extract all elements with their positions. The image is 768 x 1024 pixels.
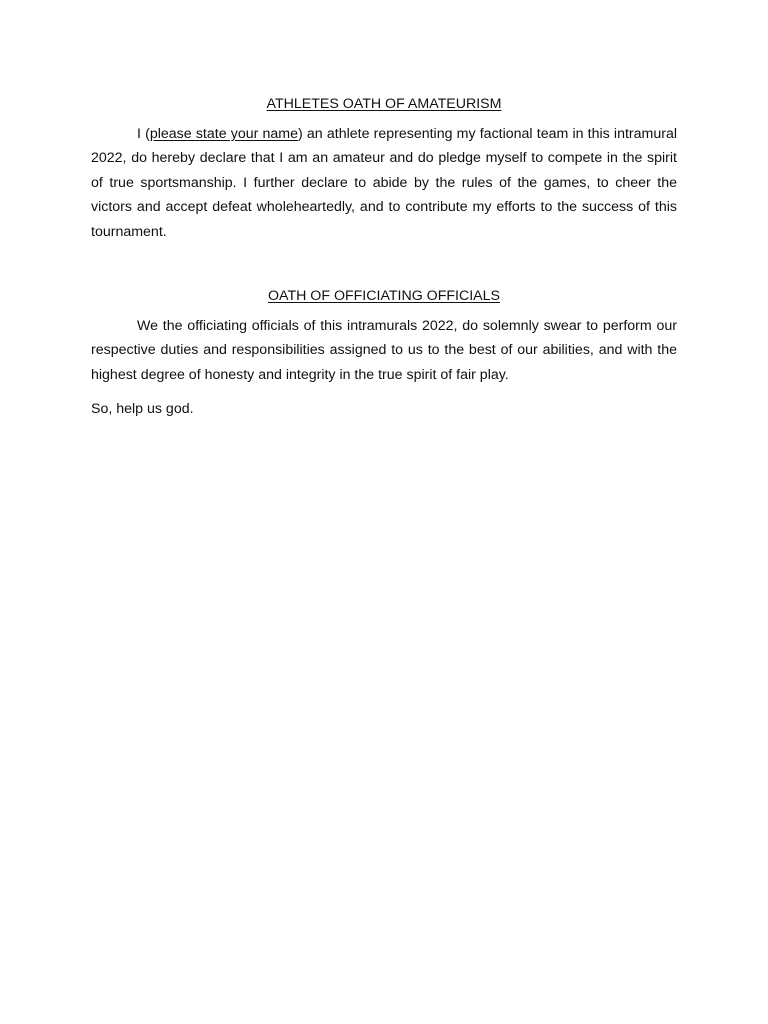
name-placeholder: please state your name (149, 126, 299, 142)
section-spacer (91, 244, 677, 284)
officials-oath-paragraph: We the officiating officials of this intramurals 2022, do solemnly swear to perform our respective duties and responsibilities assigned to us to the best of our abilities, and with the highest degree of honesty and integrity in the true spirit of fair play. (91, 318, 677, 383)
closing-line: So, help us god. (91, 401, 194, 418)
document-content (91, 92, 677, 421)
officials-oath-heading: OATH OF OFFICIATING OFFICIALS (268, 288, 500, 305)
athletes-oath-lead: I ( (137, 126, 150, 142)
athletes-oath-paragraph (91, 122, 677, 244)
athletes-oath-body: ) an athlete representing my factional team in this intramural 2022, do hereby declare that I am an amateur and do pledge myself to compete in the spirit of true sportsmanship. I further declare to abide by the rules of the games, to cheer the victors and accept defeat wholeheartedly, and to contribute my efforts to the success of this tournament. (91, 126, 677, 240)
athletes-oath-heading: ATHLETES OATH OF AMATEURISM (266, 96, 502, 112)
